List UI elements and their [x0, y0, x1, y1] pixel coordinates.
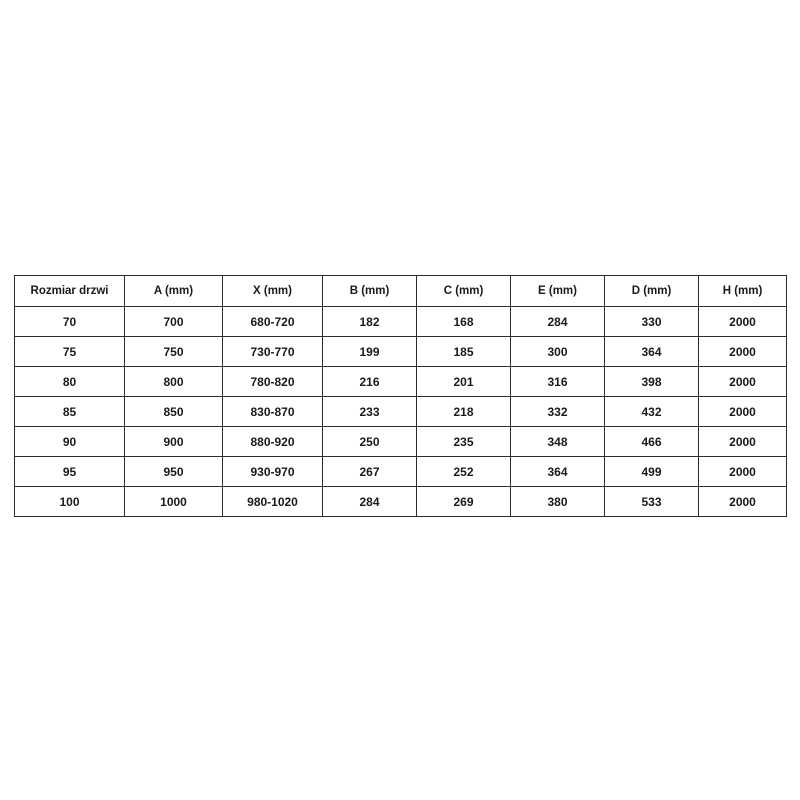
cell-c: 201: [417, 367, 511, 397]
cell-door-size: 90: [15, 427, 125, 457]
cell-e: 348: [511, 427, 605, 457]
table-row: [15, 487, 787, 517]
cell-a: 850: [125, 397, 223, 427]
table-header-row: [15, 276, 787, 307]
cell-a: 900: [125, 427, 223, 457]
cell-b: 284: [323, 487, 417, 517]
cell-c: 168: [417, 307, 511, 337]
column-header-door-size: Rozmiar drzwi: [15, 276, 125, 307]
cell-a: 700: [125, 307, 223, 337]
cell-door-size: 75: [15, 337, 125, 367]
column-header-c: C (mm): [417, 276, 511, 307]
cell-b: 250: [323, 427, 417, 457]
cell-h: 2000: [699, 487, 787, 517]
cell-d: 432: [605, 397, 699, 427]
cell-d: 364: [605, 337, 699, 367]
cell-x: 930-970: [223, 457, 323, 487]
table-row: [15, 337, 787, 367]
cell-c: 269: [417, 487, 511, 517]
cell-door-size: 100: [15, 487, 125, 517]
cell-a: 950: [125, 457, 223, 487]
cell-e: 364: [511, 457, 605, 487]
cell-d: 499: [605, 457, 699, 487]
size-table-container: [14, 275, 786, 517]
table-row: [15, 457, 787, 487]
cell-h: 2000: [699, 367, 787, 397]
table-row: [15, 307, 787, 337]
cell-c: 235: [417, 427, 511, 457]
cell-b: 199: [323, 337, 417, 367]
cell-b: 216: [323, 367, 417, 397]
cell-x: 830-870: [223, 397, 323, 427]
cell-h: 2000: [699, 337, 787, 367]
cell-h: 2000: [699, 397, 787, 427]
cell-x: 730-770: [223, 337, 323, 367]
cell-door-size: 95: [15, 457, 125, 487]
cell-b: 233: [323, 397, 417, 427]
table-body: [15, 307, 787, 517]
cell-b: 267: [323, 457, 417, 487]
cell-e: 380: [511, 487, 605, 517]
cell-a: 800: [125, 367, 223, 397]
cell-x: 680-720: [223, 307, 323, 337]
cell-e: 300: [511, 337, 605, 367]
cell-c: 252: [417, 457, 511, 487]
cell-c: 218: [417, 397, 511, 427]
cell-a: 750: [125, 337, 223, 367]
cell-h: 2000: [699, 427, 787, 457]
column-header-b: B (mm): [323, 276, 417, 307]
cell-door-size: 70: [15, 307, 125, 337]
cell-x: 880-920: [223, 427, 323, 457]
cell-x: 780-820: [223, 367, 323, 397]
cell-x: 980-1020: [223, 487, 323, 517]
cell-d: 533: [605, 487, 699, 517]
cell-h: 2000: [699, 457, 787, 487]
cell-c: 185: [417, 337, 511, 367]
cell-d: 466: [605, 427, 699, 457]
cell-e: 316: [511, 367, 605, 397]
column-header-x: X (mm): [223, 276, 323, 307]
table-header: [15, 276, 787, 307]
cell-h: 2000: [699, 307, 787, 337]
cell-door-size: 80: [15, 367, 125, 397]
table-row: [15, 427, 787, 457]
column-header-e: E (mm): [511, 276, 605, 307]
cell-door-size: 85: [15, 397, 125, 427]
column-header-d: D (mm): [605, 276, 699, 307]
cell-d: 398: [605, 367, 699, 397]
table-row: [15, 397, 787, 427]
column-header-h: H (mm): [699, 276, 787, 307]
column-header-a: A (mm): [125, 276, 223, 307]
cell-a: 1000: [125, 487, 223, 517]
cell-e: 284: [511, 307, 605, 337]
cell-d: 330: [605, 307, 699, 337]
cell-e: 332: [511, 397, 605, 427]
table-row: [15, 367, 787, 397]
door-size-table: [14, 275, 787, 517]
cell-b: 182: [323, 307, 417, 337]
